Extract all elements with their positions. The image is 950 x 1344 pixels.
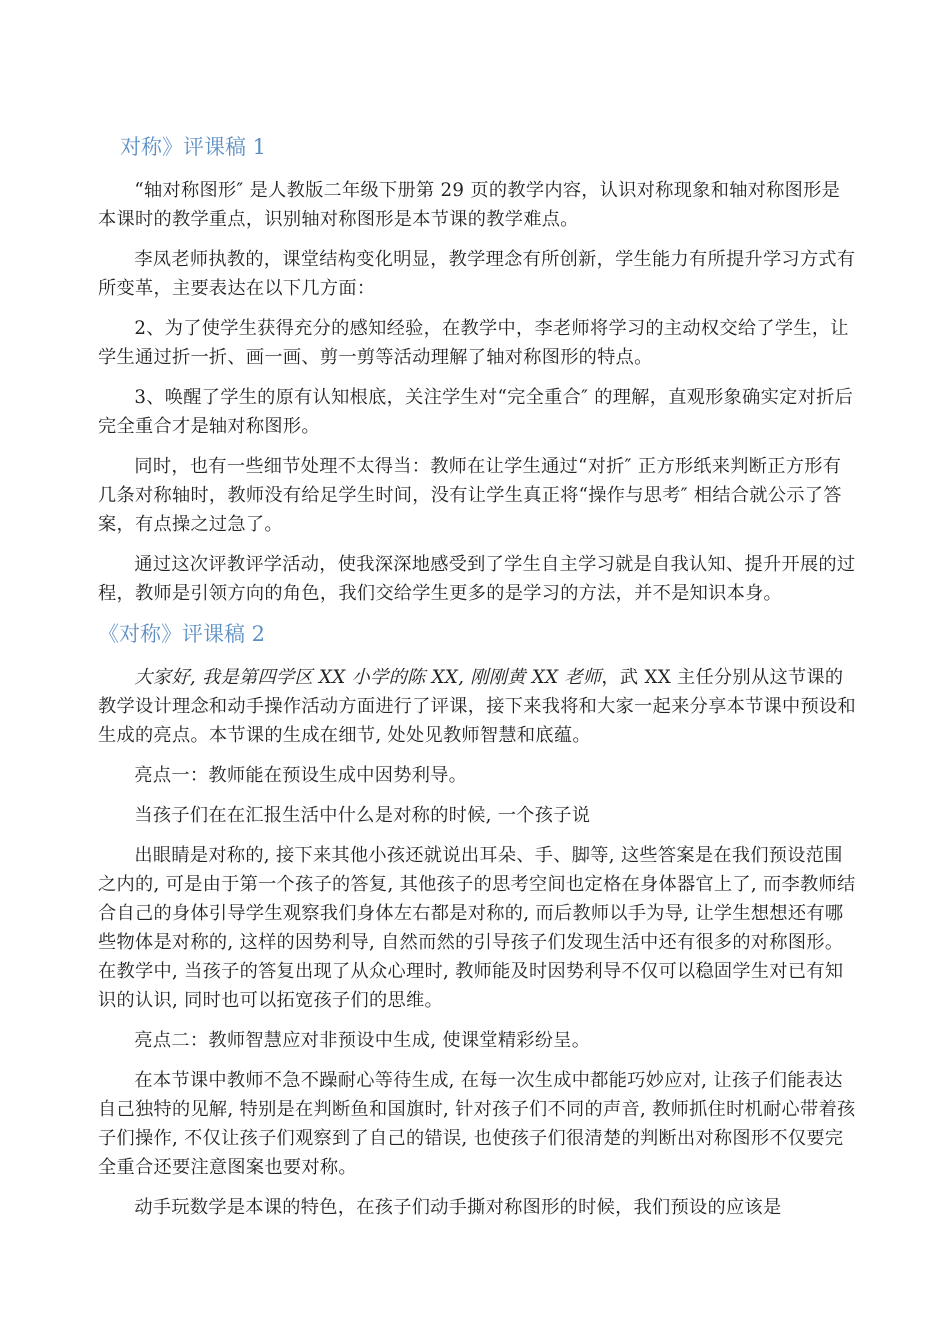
section-1-heading: 对称》评课稿 1 [120,135,267,159]
paragraph: 动手玩数学是本课的特色，在孩子们动手撕对称图形的时候，我们预设的应该是 [134,1197,782,1218]
paragraph: 李凤老师执教的，课堂结构变化明显，教学理念有所创新，学生能力有所提升学习方式有所变革，主要表达在以下几方面： [98,249,856,299]
paragraph: 3、唤醒了学生的原有认知根底，关注学生对“完全重合″ 的理解，直观形象确实定对折后完全重合才是轴对称图形。 [98,387,854,437]
paragraph: 亮点二：教师智慧应对非预设中生成, 使课堂精彩纷呈。 [134,1030,591,1051]
intro-paragraph [98,663,858,750]
intro-rest: ，武 XX 主任分别从这节课的教学设计理念和动手操作活动方面进行了评课，接下来我将和大家一起来分享本节课中预设和生成的亮点。本节课的生成在细节, 处处见教师智慧和底蕴。 [98,667,856,746]
paragraph: 当孩子们在在汇报生活中什么是对称的时候, 一个孩子说 [134,805,591,826]
paragraph: 2、为了使学生获得充分的感知经验，在教学中，李老师将学习的主动权交给了学生，让学生通过折一折、画一画、剪一剪等活动理解了轴对称图形的特点。 [98,318,849,368]
paragraph: 出眼睛是对称的, 接下来其他小孩还就说出耳朵、手、脚等, 这些答案是在我们预设范围之内的, 可是由于第一个孩子的答复, 其他孩子的思考空间也定格在身体器官上了, 而李教师结合自己的身体引导学生观察我们身体左右都是对称的, 而后教师以手为导, 让学生想想还有哪些物体是对称的, 这样的因势利导, 自然而然的引导孩子们发现生活中还有很多的对称图形。在教学中, 当孩子的答复出现了从众心理时, 教师能及时因势利导不仅可以稳固学生对已有知识的认识, 同时也可以拓宽孩子们的思维。 [98,845,856,1011]
paragraph: 亮点一：教师能在预设生成中因势利导。 [134,765,468,786]
paragraph: 在本节课中教师不急不躁耐心等待生成, 在每一次生成中都能巧妙应对, 让孩子们能表达自己独特的见解, 特别是在判断鱼和国旗时, 针对孩子们不同的声音, 教师抓住时机耐心带着孩子们操作, 不仅让孩子们观察到了自己的错误, 也使孩子们很清楚的判断出对称图形不仅要完全重合还要注意图案也要对称。 [98,1070,856,1178]
paragraph: “轴对称图形″ 是人教版二年级下册第 29 页的教学内容，认识对称现象和轴对称图形是本课时的教学重点，识别轴对称图形是本节课的教学难点。 [98,180,841,230]
paragraph: 通过这次评教评学活动，使我深深地感受到了学生自主学习就是自我认知、提升开展的过程，教师是引领方向的角色，我们交给学生更多的是学习的方法，并不是知识本身。 [98,554,856,604]
document-body [98,132,858,1233]
intro-italic: 大家好, 我是第四学区 XX 小学的陈 XX, 刚刚黄 XX 老师 [134,667,602,688]
paragraph: 同时，也有一些细节处理不太得当：教师在让学生通过“对折″ 正方形纸来判断正方形有几条对称轴时，教师没有给足学生时间，没有让学生真正将“操作与思考″ 相结合就公示了答案，有点操之过急了。 [98,456,842,535]
section-2-heading: 《对称》评课稿 2 [98,622,266,646]
